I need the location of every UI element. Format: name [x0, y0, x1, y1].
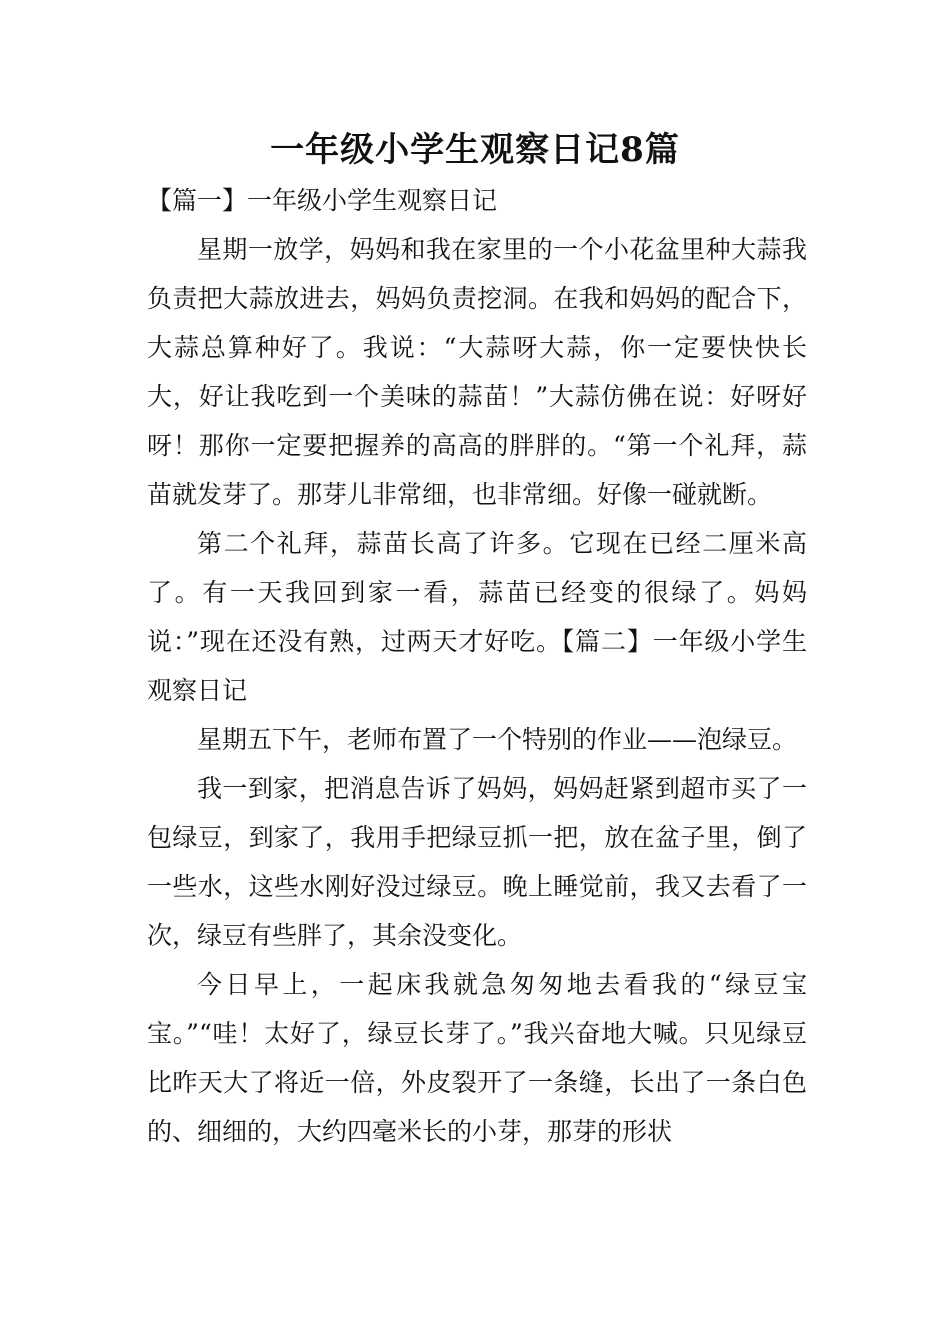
document-body: [147, 176, 807, 1156]
paragraph-5: 今日早上，一起床我就急匆匆地去看我的“绿豆宝宝。”“哇！太好了，绿豆长芽了。”我兴奋地大喊。只见绿豆比昨天大了将近一倍，外皮裂开了一条缝，长出了一条白色的、细细的，大约四毫米长的小芽，那芽的形状: [147, 970, 807, 1146]
paragraph-1: 星期一放学，妈妈和我在家里的一个小花盆里种大蒜我负责把大蒜放进去，妈妈负责挖洞。在我和妈妈的配合下，大蒜总算种好了。我说：“大蒜呀大蒜，你一定要快快长大，好让我吃到一个美味的蒜苗！”大蒜仿佛在说：好呀好呀！那你一定要把握养的高高的胖胖的。“第一个礼拜，蒜苗就发芽了。那芽儿非常细，也非常细。好像一碰就断。: [147, 235, 807, 509]
paragraph-4: 我一到家，把消息告诉了妈妈，妈妈赶紧到超市买了一包绿豆，到家了，我用手把绿豆抓一把，放在盆子里，倒了一些水，这些水刚好没过绿豆。晚上睡觉前，我又去看了一次，绿豆有些胖了，其余没变化。: [147, 774, 807, 950]
document-title: 一年级小学生观察日记8篇: [270, 130, 680, 170]
paragraph-3: 星期五下午，老师布置了一个特别的作业——泡绿豆。: [197, 725, 798, 754]
paragraph-2: 第二个礼拜，蒜苗长高了许多。它现在已经二厘米高了。有一天我回到家一看，蒜苗已经变的很绿了。妈妈说：”现在还没有熟，过两天才好吃。【篇二】一年级小学生观察日记: [147, 529, 807, 705]
section-heading-1: 【篇一】一年级小学生观察日记: [147, 186, 498, 215]
